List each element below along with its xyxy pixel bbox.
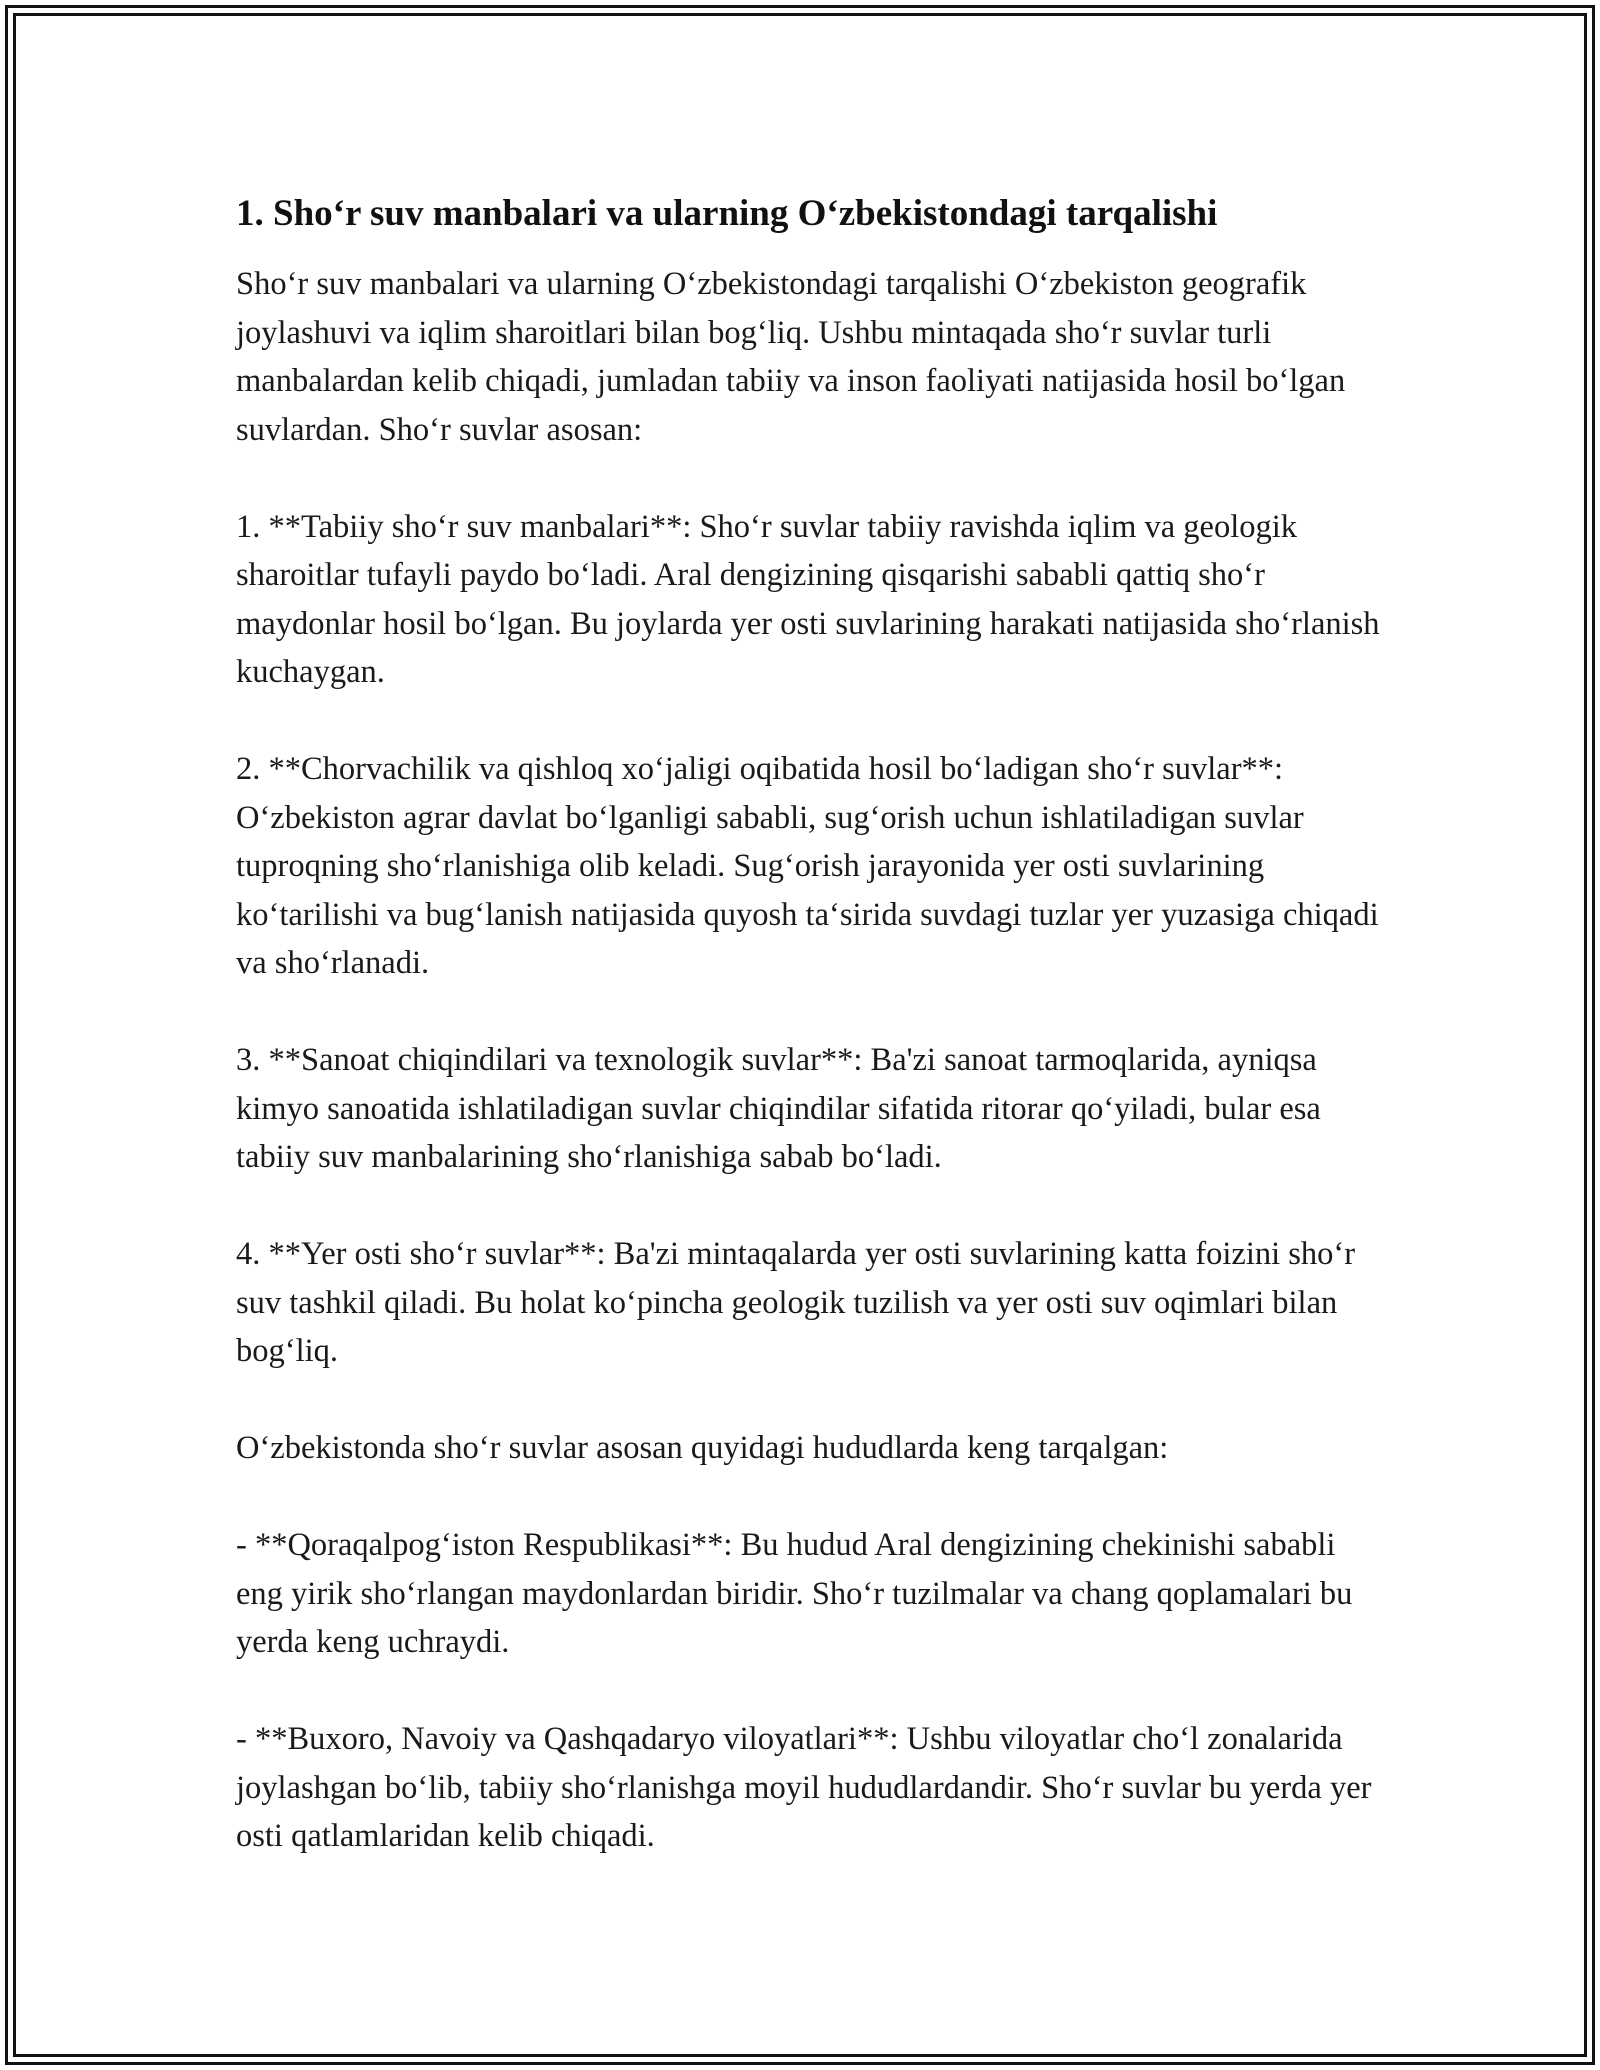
regions-intro-paragraph: O‘zbekistonda sho‘r suvlar asosan quyidagi hududlarda keng tarqalgan:	[236, 1430, 1169, 1466]
list-item-groundwater: 4. **Yer osti sho‘r suvlar**: Ba'zi mintaqalarda yer osti suvlarining katta foizini sho‘r suv tashkil qiladi. Bu holat ko‘pincha geologik tuzilish va yer osti suv oqimlari bilan bog‘liq.	[236, 1236, 1356, 1369]
document-body	[236, 188, 1386, 1909]
section-title: 1. Sho‘r suv manbalari va ularning O‘zbekistondagi tarqalishi	[236, 193, 1218, 234]
list-item-agriculture: 2. **Chorvachilik va qishloq xo‘jaligi oqibatida hosil bo‘ladigan sho‘r suvlar**: O‘zbekiston agrar davlat bo‘lganligi sababli, sug‘orish uchun ishlatiladigan suvlar tuproqning sho‘rlanishiga olib keladi. Sug‘orish jarayonida yer osti suvlarining ko‘tarilishi va bug‘lanish natijasida quyosh ta‘sirida suvdagi tuzlar yer yuzasiga chiqadi va sho‘rlanadi.	[236, 751, 1379, 981]
list-item-natural-sources: 1. **Tabiiy sho‘r suv manbalari**: Sho‘r suvlar tabiiy ravishda iqlim va geologik sharoitlar tufayli paydo bo‘ladi. Aral dengizining qisqarishi sababli qattiq sho‘r maydonlar hosil bo‘lgan. Bu joylarda yer osti suvlarining harakati natijasida sho‘rlanish kuchaygan.	[236, 508, 1380, 690]
region-item-karakalpakstan: - **Qoraqalpog‘iston Respublikasi**: Bu hudud Aral dengizining chekinishi sababli eng yirik sho‘rlangan maydonlardan biridir. Sho‘r tuzilmalar va chang qoplamalari bu yerda keng uchraydi.	[236, 1527, 1353, 1660]
region-item-bukhara-navoi-kashkadarya: - **Buxoro, Navoiy va Qashqadaryo viloyatlari**: Ushbu viloyatlar cho‘l zonalarida joylashgan bo‘lib, tabiiy sho‘rlanishga moyil hududlardandir. Sho‘r suvlar bu yerda yer osti qatlamlaridan kelib chiqadi.	[236, 1721, 1372, 1854]
intro-paragraph: Sho‘r suv manbalari va ularning O‘zbekistondagi tarqalishi O‘zbekiston geografik joylashuvi va iqlim sharoitlari bilan bog‘liq. Ushbu mintaqada sho‘r suvlar turli manbalardan kelib chiqadi, jumladan tabiiy va inson faoliyati natijasida hosil bo‘lgan suvlardan. Sho‘r suvlar asosan:	[236, 266, 1346, 448]
list-item-industry: 3. **Sanoat chiqindilari va texnologik suvlar**: Ba'zi sanoat tarmoqlarida, ayniqsa kimyo sanoatida ishlatiladigan suvlar chiqindilar sifatida ritorar qo‘yiladi, bular esa tabiiy suv manbalarining sho‘rlanishiga sabab bo‘ladi.	[236, 1042, 1321, 1175]
